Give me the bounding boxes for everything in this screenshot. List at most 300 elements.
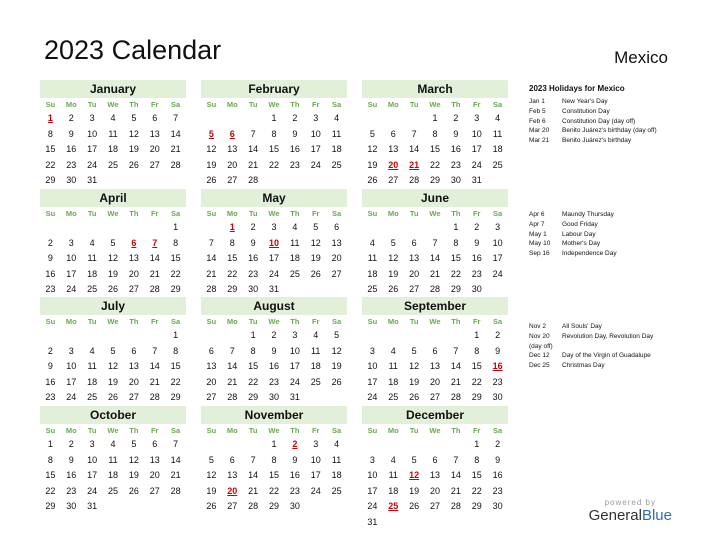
day-cell: 13 xyxy=(227,470,238,481)
weekday-label: We xyxy=(268,426,280,435)
day-cell: 29 xyxy=(227,284,238,295)
day-cell: 12 xyxy=(388,253,399,264)
day-cell: 19 xyxy=(107,268,118,279)
day-cell: 11 xyxy=(331,454,342,465)
day-cell: 15 xyxy=(429,144,440,155)
page-title: 2023 Calendar xyxy=(44,35,222,65)
day-cell: 11 xyxy=(331,128,342,139)
day-cell: 21 xyxy=(149,376,160,387)
day-cell: 6 xyxy=(152,113,158,123)
day-cell: 9 xyxy=(47,253,53,264)
month-name: March xyxy=(362,80,508,98)
weekday-label: Su xyxy=(45,209,56,218)
day-cell: 27 xyxy=(429,501,440,512)
day-cell: 16 xyxy=(45,376,56,387)
day-cell: 4 xyxy=(292,222,298,232)
day-cell: 18 xyxy=(107,144,118,155)
weekday-label: Tu xyxy=(248,209,258,218)
holiday-row xyxy=(529,361,699,371)
day-cell: 19 xyxy=(206,159,217,170)
day-cell: 21 xyxy=(149,268,160,279)
weekday-label: Th xyxy=(290,426,300,435)
holiday-day: 10 xyxy=(268,237,279,248)
day-cell: 6 xyxy=(229,454,235,465)
day-cell: 22 xyxy=(45,159,56,170)
day-cell: 16 xyxy=(248,253,259,264)
day-cell: 29 xyxy=(471,501,482,512)
day-cell: 12 xyxy=(331,345,342,356)
weekday-label: Mo xyxy=(387,100,399,109)
month-february xyxy=(201,80,347,189)
day-cell: 18 xyxy=(107,470,118,481)
day-cell: 23 xyxy=(45,284,56,295)
day-cell: 5 xyxy=(313,222,319,232)
weekday-label: Mo xyxy=(226,426,238,435)
day-cell: 28 xyxy=(170,485,181,496)
day-cell: 3 xyxy=(313,439,319,449)
day-cell: 14 xyxy=(450,470,461,481)
day-cell: 14 xyxy=(149,361,160,372)
day-cell: 12 xyxy=(107,361,118,372)
weekday-label: We xyxy=(107,317,119,326)
day-cell: 15 xyxy=(471,470,482,481)
day-cell: 28 xyxy=(206,284,217,295)
weekday-label: We xyxy=(268,209,280,218)
day-cell: 2 xyxy=(68,113,74,123)
day-cell: 21 xyxy=(227,376,238,387)
weekday-label: Fr xyxy=(311,426,320,435)
day-cell: 13 xyxy=(149,454,160,465)
weekday-label: Fr xyxy=(150,100,159,109)
day-cell: 7 xyxy=(453,454,459,465)
empty-cell xyxy=(362,111,383,127)
day-cell: 24 xyxy=(367,392,378,403)
weekday-label: Su xyxy=(45,426,56,435)
holiday-row xyxy=(529,136,699,146)
weekday-label: Su xyxy=(206,426,217,435)
empty-cell xyxy=(383,328,404,344)
day-cell: 24 xyxy=(66,392,77,403)
weekday-label: We xyxy=(107,426,119,435)
holiday-day: 6 xyxy=(131,237,137,248)
day-cell: 30 xyxy=(492,501,503,512)
day-cell: 28 xyxy=(450,501,461,512)
day-cell: 8 xyxy=(47,454,53,465)
weekday-label: Th xyxy=(290,317,300,326)
day-cell: 1 xyxy=(250,330,256,340)
day-cell: 30 xyxy=(268,392,279,403)
day-cell: 29 xyxy=(170,392,181,403)
holiday-date: Jan 1 xyxy=(529,98,545,105)
day-cell: 5 xyxy=(334,330,340,340)
empty-cell xyxy=(425,437,446,453)
weekday-label: Th xyxy=(129,209,139,218)
day-cell: 13 xyxy=(128,361,139,372)
day-cell: 18 xyxy=(310,361,321,372)
day-cell: 9 xyxy=(453,128,459,139)
holiday-row xyxy=(529,249,699,259)
day-cell: 28 xyxy=(450,392,461,403)
day-cell: 15 xyxy=(45,470,56,481)
day-cell: 13 xyxy=(429,470,440,481)
day-cell: 28 xyxy=(227,392,238,403)
holiday-day: 2 xyxy=(292,439,298,449)
holiday-row xyxy=(529,230,699,240)
weekday-label: We xyxy=(107,100,119,109)
day-cell: 7 xyxy=(432,237,438,248)
day-cell: 11 xyxy=(388,361,398,372)
weekday-label: We xyxy=(429,209,441,218)
day-cell: 16 xyxy=(450,144,461,155)
weekday-label: We xyxy=(107,209,119,218)
day-cell: 8 xyxy=(271,128,277,139)
empty-cell xyxy=(383,220,404,236)
holiday-date: Nov 20 xyxy=(529,332,550,340)
day-cell: 29 xyxy=(45,175,56,186)
day-cell: 16 xyxy=(66,470,77,481)
day-cell: 8 xyxy=(453,237,459,248)
day-cell: 6 xyxy=(411,237,417,248)
day-cell: 20 xyxy=(227,159,238,170)
day-cell: 18 xyxy=(87,376,98,387)
day-cell: 10 xyxy=(289,345,300,356)
holiday-date: Dec 25 xyxy=(529,362,550,370)
weekday-label: Su xyxy=(367,426,378,435)
day-cell: 8 xyxy=(271,454,277,465)
day-cell: 11 xyxy=(492,128,503,139)
weekday-label: Fr xyxy=(150,209,159,218)
holiday-name: Maundy Thursday xyxy=(562,211,614,218)
day-cell: 24 xyxy=(310,485,321,496)
empty-cell xyxy=(201,328,222,344)
day-cell: 22 xyxy=(248,376,259,387)
empty-cell xyxy=(383,111,404,127)
day-cell: 9 xyxy=(250,237,256,248)
weekday-label: Fr xyxy=(150,426,159,435)
day-cell: 23 xyxy=(45,392,56,403)
empty-cell xyxy=(103,220,124,236)
empty-cell xyxy=(61,220,82,236)
day-cell: 18 xyxy=(331,144,342,155)
weekday-label: Sa xyxy=(331,209,342,218)
weekday-label: Sa xyxy=(170,317,181,326)
day-cell: 18 xyxy=(289,253,300,264)
day-cell: 19 xyxy=(310,253,321,264)
day-cell: 13 xyxy=(149,128,160,139)
day-cell: 23 xyxy=(66,159,77,170)
day-cell: 3 xyxy=(313,113,319,123)
day-cell: 8 xyxy=(474,345,480,356)
day-cell: 27 xyxy=(206,392,217,403)
day-cell: 2 xyxy=(68,439,74,449)
day-cell: 3 xyxy=(68,237,74,248)
weekday-label: Fr xyxy=(311,317,320,326)
day-cell: 17 xyxy=(367,376,378,387)
day-cell: 9 xyxy=(292,128,298,139)
day-cell: 14 xyxy=(206,253,217,264)
weekday-label: Fr xyxy=(311,209,320,218)
holiday-row xyxy=(529,107,699,117)
holiday-name: Mother's Day xyxy=(562,240,601,248)
day-cell: 2 xyxy=(495,439,501,449)
day-cell: 25 xyxy=(87,392,98,403)
day-cell: 28 xyxy=(409,175,420,186)
day-cell: 3 xyxy=(89,439,95,449)
day-cell: 2 xyxy=(250,222,256,232)
month-april xyxy=(40,189,186,314)
day-cell: 10 xyxy=(310,454,321,465)
day-cell: 16 xyxy=(492,470,503,481)
day-cell: 29 xyxy=(248,392,259,403)
holiday-name: Independence Day xyxy=(562,250,617,258)
day-cell: 7 xyxy=(208,237,214,248)
day-cell: 5 xyxy=(208,454,214,465)
day-cell: 4 xyxy=(334,113,340,123)
day-cell: 4 xyxy=(89,345,95,356)
holiday-list-title: 2023 Holidays for Mexico xyxy=(529,84,625,93)
weekday-label: Su xyxy=(367,209,378,218)
day-cell: 30 xyxy=(450,175,461,186)
day-cell: 10 xyxy=(310,128,321,139)
day-cell: 13 xyxy=(128,253,139,264)
weekday-label: Su xyxy=(206,100,217,109)
weekday-label: Sa xyxy=(492,317,503,326)
month-name: April xyxy=(40,189,186,207)
day-cell: 17 xyxy=(66,376,77,387)
day-cell: 14 xyxy=(170,128,181,139)
day-cell: 26 xyxy=(409,392,420,403)
day-cell: 9 xyxy=(474,237,480,248)
empty-cell xyxy=(40,220,61,236)
day-cell: 13 xyxy=(331,237,342,248)
day-cell: 12 xyxy=(206,144,217,155)
day-cell: 26 xyxy=(107,284,118,295)
day-cell: 31 xyxy=(367,516,378,527)
weekday-label: Tu xyxy=(87,317,97,326)
day-cell: 13 xyxy=(206,361,217,372)
day-cell: 23 xyxy=(471,268,482,279)
day-cell: 23 xyxy=(492,376,503,387)
day-cell: 4 xyxy=(390,345,396,356)
day-cell: 15 xyxy=(170,253,181,264)
empty-cell xyxy=(123,220,144,236)
day-cell: 14 xyxy=(227,361,238,372)
day-cell: 12 xyxy=(128,454,139,465)
weekday-label: We xyxy=(429,426,441,435)
day-cell: 13 xyxy=(388,144,399,155)
empty-cell xyxy=(362,220,383,236)
day-cell: 24 xyxy=(87,159,98,170)
empty-cell xyxy=(404,328,425,344)
holiday-row xyxy=(529,126,699,136)
day-cell: 19 xyxy=(128,470,139,481)
day-cell: 10 xyxy=(367,470,378,481)
holiday-date: Nov 2 xyxy=(529,323,546,330)
day-cell: 27 xyxy=(429,392,440,403)
day-cell: 24 xyxy=(289,376,300,387)
month-october xyxy=(40,406,186,515)
empty-cell xyxy=(404,111,425,127)
holiday-row xyxy=(529,332,699,342)
day-cell: 10 xyxy=(367,361,378,372)
day-cell: 20 xyxy=(331,253,342,264)
day-cell: 16 xyxy=(66,144,77,155)
day-cell: 27 xyxy=(331,268,342,279)
brand-general: General xyxy=(588,507,642,524)
day-cell: 2 xyxy=(292,113,298,123)
weekday-label: Tu xyxy=(87,426,97,435)
day-cell: 12 xyxy=(128,128,139,139)
day-cell: 1 xyxy=(271,113,277,123)
generalblue-logo xyxy=(589,507,672,524)
day-cell: 14 xyxy=(248,144,259,155)
empty-cell xyxy=(82,328,103,344)
holiday-row xyxy=(529,220,699,230)
day-cell: 31 xyxy=(471,175,482,186)
day-cell: 4 xyxy=(334,439,340,449)
day-cell: 17 xyxy=(66,268,77,279)
day-cell: 28 xyxy=(149,284,160,295)
month-name: February xyxy=(201,80,347,98)
weekday-label: Mo xyxy=(65,100,77,109)
day-cell: 9 xyxy=(292,454,298,465)
holiday-date: Mar 21 xyxy=(529,137,550,145)
holiday-date: Dec 12 xyxy=(529,352,550,360)
day-cell: 19 xyxy=(409,376,420,387)
weekday-label: Fr xyxy=(472,100,481,109)
holiday-name: All Souls' Day xyxy=(562,323,602,330)
day-cell: 7 xyxy=(411,128,417,139)
day-cell: 20 xyxy=(149,144,160,155)
empty-cell xyxy=(61,328,82,344)
empty-cell xyxy=(383,437,404,453)
empty-cell xyxy=(103,328,124,344)
day-cell: 10 xyxy=(492,237,503,248)
day-cell: 19 xyxy=(206,485,217,496)
day-cell: 6 xyxy=(390,128,396,139)
day-cell: 11 xyxy=(290,237,300,248)
weekday-label: Th xyxy=(129,317,139,326)
country-label: Mexico xyxy=(614,48,668,67)
day-cell: 20 xyxy=(128,268,139,279)
day-cell: 20 xyxy=(149,470,160,481)
day-cell: 17 xyxy=(268,253,279,264)
day-cell: 8 xyxy=(432,128,438,139)
holiday-name: New Year's Day xyxy=(562,98,608,105)
day-cell: 30 xyxy=(66,175,77,186)
weekday-label: Sa xyxy=(492,209,503,218)
day-cell: 17 xyxy=(492,253,503,264)
holiday-name: Benito Juárez's birthday xyxy=(562,137,632,145)
weekday-label: Fr xyxy=(472,426,481,435)
weekday-label: Tu xyxy=(248,317,258,326)
day-cell: 4 xyxy=(89,237,95,248)
month-december xyxy=(362,406,508,531)
weekday-label: Fr xyxy=(311,100,320,109)
day-cell: 23 xyxy=(450,159,461,170)
powered-by-label: powered by xyxy=(604,498,656,507)
day-cell: 14 xyxy=(409,144,420,155)
day-cell: 22 xyxy=(450,268,461,279)
day-cell: 1 xyxy=(47,439,53,449)
day-cell: 16 xyxy=(45,268,56,279)
holiday-name: Labour Day xyxy=(562,230,596,238)
day-cell: 19 xyxy=(388,268,399,279)
holiday-day: 1 xyxy=(229,222,235,232)
day-cell: 31 xyxy=(87,501,98,512)
day-cell: 25 xyxy=(331,159,342,170)
day-cell: 15 xyxy=(227,253,238,264)
month-name: May xyxy=(201,189,347,207)
weekday-label: Mo xyxy=(65,426,77,435)
day-cell: 22 xyxy=(268,159,279,170)
day-cell: 6 xyxy=(152,439,158,449)
day-cell: 26 xyxy=(331,376,342,387)
day-cell: 25 xyxy=(367,284,378,295)
day-cell: 17 xyxy=(310,470,321,481)
holiday-group xyxy=(529,322,699,371)
day-cell: 15 xyxy=(248,361,259,372)
day-cell: 22 xyxy=(227,268,238,279)
day-cell: 10 xyxy=(87,454,98,465)
weekday-label: Sa xyxy=(170,426,181,435)
day-cell: 9 xyxy=(68,128,74,139)
month-name: November xyxy=(201,406,347,424)
day-cell: 14 xyxy=(450,361,461,372)
weekday-label: Mo xyxy=(387,426,399,435)
day-cell: 26 xyxy=(128,159,139,170)
weekday-label: Fr xyxy=(150,317,159,326)
day-cell: 21 xyxy=(248,485,259,496)
day-cell: 6 xyxy=(208,345,214,356)
day-cell: 9 xyxy=(495,454,501,465)
day-cell: 26 xyxy=(310,268,321,279)
holiday-row xyxy=(529,342,699,352)
day-cell: 24 xyxy=(310,159,321,170)
day-cell: 8 xyxy=(474,454,480,465)
holiday-name: Christmas Day xyxy=(562,362,605,370)
day-cell: 17 xyxy=(367,485,378,496)
day-cell: 20 xyxy=(429,376,440,387)
month-name: July xyxy=(40,297,186,315)
day-cell: 27 xyxy=(409,284,420,295)
day-cell: 12 xyxy=(367,144,378,155)
day-cell: 15 xyxy=(471,361,482,372)
weekday-label: Tu xyxy=(409,209,419,218)
day-cell: 16 xyxy=(289,470,300,481)
day-cell: 5 xyxy=(390,237,396,248)
weekday-label: Tu xyxy=(409,317,419,326)
weekday-label: Sa xyxy=(331,426,342,435)
day-cell: 14 xyxy=(248,470,259,481)
day-cell: 14 xyxy=(149,253,160,264)
day-cell: 30 xyxy=(471,284,482,295)
day-cell: 7 xyxy=(229,345,235,356)
holiday-date: Sep 16 xyxy=(529,250,550,258)
holiday-row xyxy=(529,322,699,332)
day-cell: 3 xyxy=(271,222,277,232)
weekday-label: Tu xyxy=(87,209,97,218)
weekday-label: Su xyxy=(45,317,56,326)
day-cell: 23 xyxy=(289,159,300,170)
day-cell: 23 xyxy=(289,485,300,496)
day-cell: 25 xyxy=(388,392,399,403)
day-cell: 19 xyxy=(331,361,342,372)
holiday-day: 20 xyxy=(227,485,238,496)
day-cell: 29 xyxy=(45,501,56,512)
day-cell: 15 xyxy=(170,361,181,372)
day-cell: 28 xyxy=(170,159,181,170)
